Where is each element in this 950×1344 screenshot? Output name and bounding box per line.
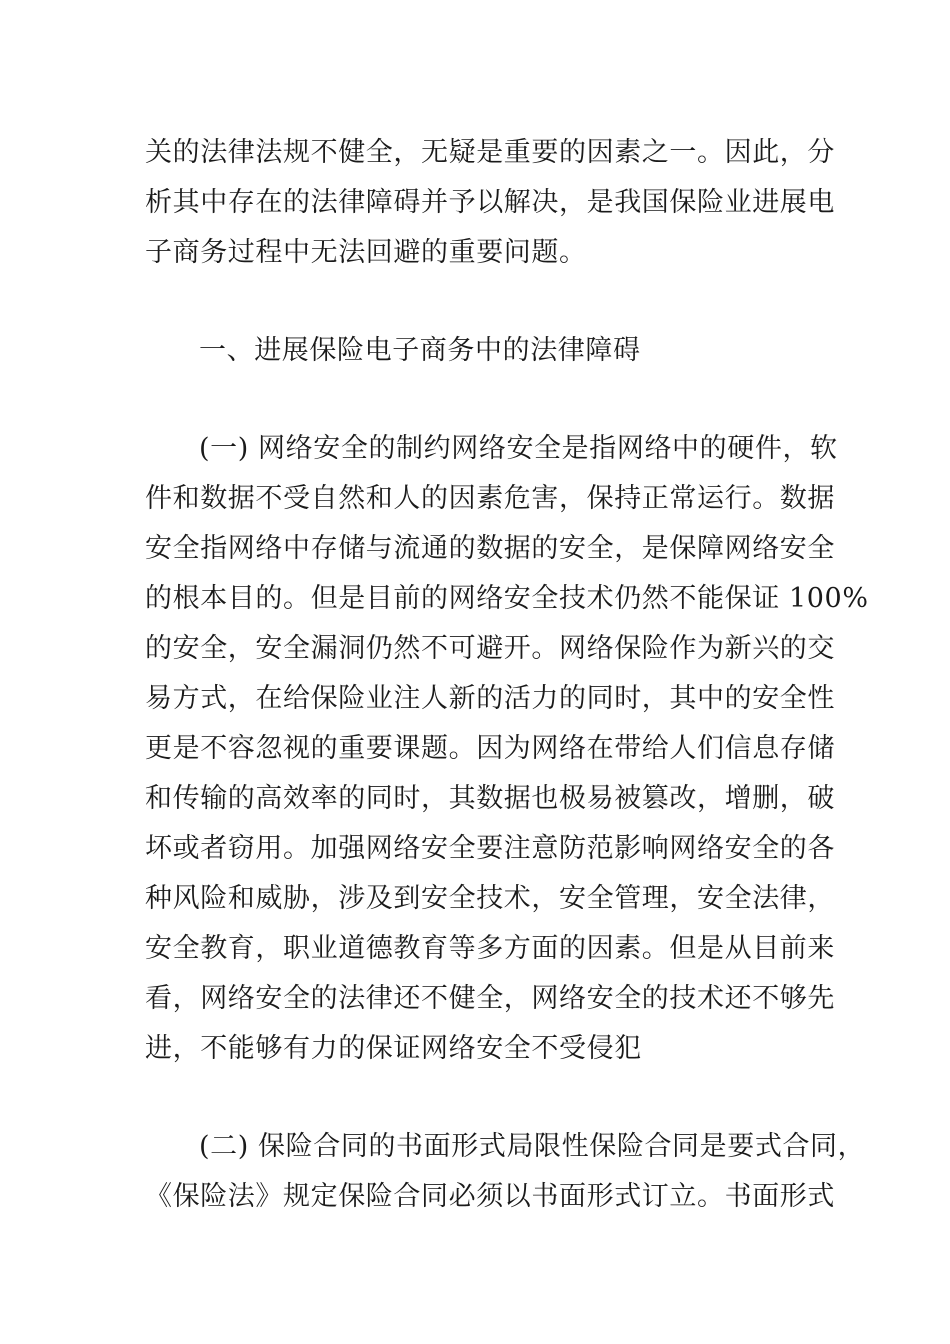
paragraph-line: 安全教育，职业道德教育等多方面的因素。但是从目前来 (145, 933, 835, 964)
paragraph-line: 子商务过程中无法回避的重要问题。 (145, 237, 587, 268)
paragraph-line: 关的法律法规不健全，无疑是重要的因素之一。因此，分 (145, 137, 835, 168)
paragraph-line: 更是不容忽视的重要课题。因为网络在带给人们信息存储 (145, 733, 835, 764)
paragraph-line: 进，不能够有力的保证网络安全不受侵犯 (145, 1033, 642, 1064)
paragraph-line: (二) 保险合同的书面形式局限性保险合同是要式合同， (199, 1131, 866, 1162)
paragraph-line: 的安全，安全漏洞仍然不可避开。网络保险作为新兴的交 (145, 633, 835, 664)
paragraph-line: 看，网络安全的法律还不健全，网络安全的技术还不够先 (145, 983, 835, 1014)
paragraph-line: (一) 网络安全的制约网络安全是指网络中的硬件，软 (199, 433, 838, 464)
paragraph-line: 坏或者窃用。加强网络安全要注意防范影响网络安全的各 (145, 833, 835, 864)
paragraph-line: 易方式，在给保险业注人新的活力的同时，其中的安全性 (145, 683, 835, 714)
paragraph-line: 和传输的高效率的同时，其数据也极易被篡改，增删，破 (145, 783, 835, 814)
section-heading: 一、进展保险电子商务中的法律障碍 (199, 335, 641, 366)
paragraph-line: 安全指网络中存储与流通的数据的安全，是保障网络安全 (145, 533, 835, 564)
paragraph-line: 件和数据不受自然和人的因素危害，保持正常运行。数据 (145, 483, 835, 514)
paragraph-line: 析其中存在的法律障碍并予以解决，是我国保险业进展电 (145, 187, 835, 218)
paragraph-line: 《保险法》规定保险合同必须以书面形式订立。书面形式 (145, 1181, 835, 1212)
paragraph-line: 的根本目的。但是目前的网络安全技术仍然不能保证 100% (145, 583, 869, 614)
paragraph-line: 种风险和威胁，涉及到安全技术，安全管理，安全法律， (145, 883, 835, 914)
